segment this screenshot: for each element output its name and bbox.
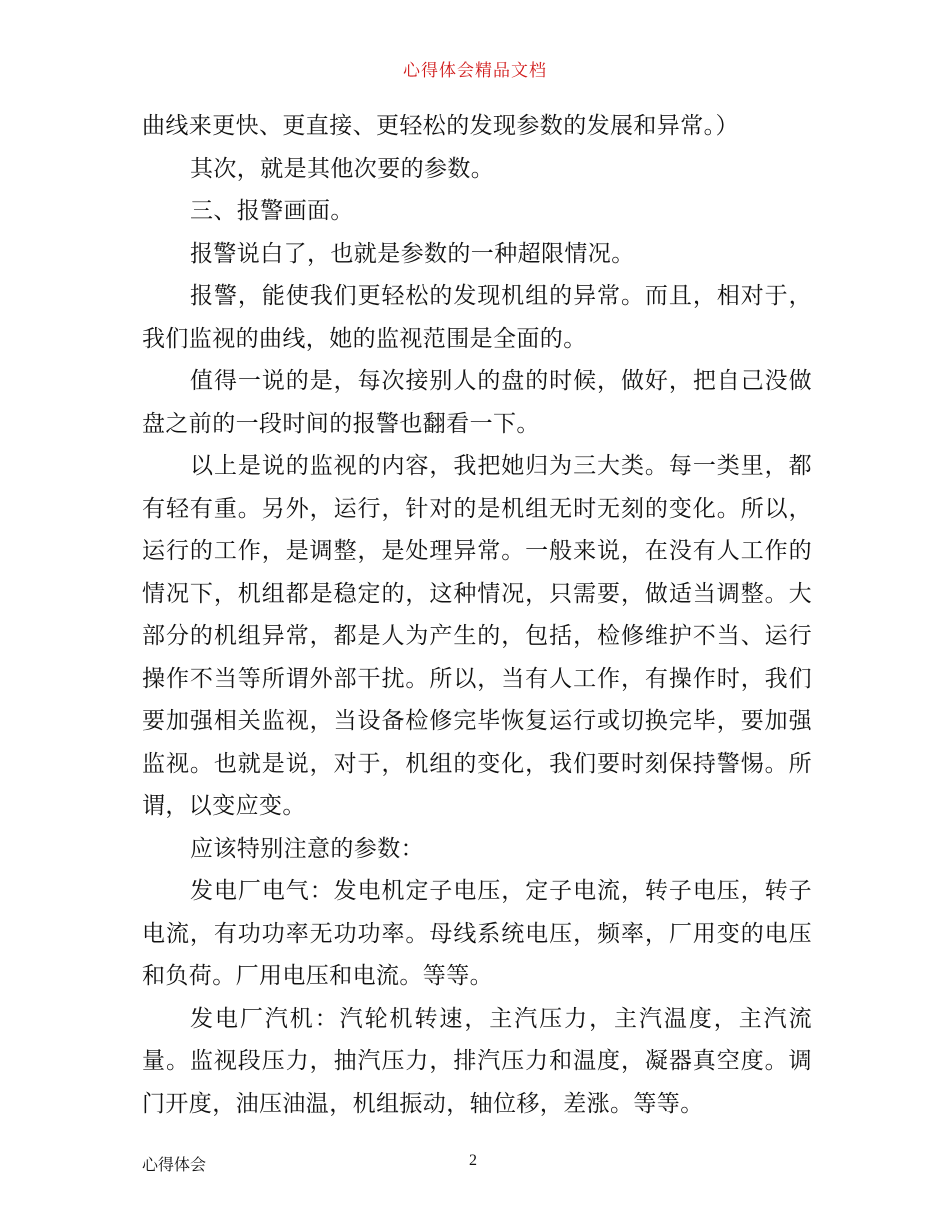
paragraph: 曲线来更快、更直接、更轻松的发现参数的发展和异常。） xyxy=(142,113,739,139)
paragraph: 应该特别注意的参数： xyxy=(190,835,424,862)
document-body xyxy=(142,105,812,1125)
paragraph: 值得一说的是，每次接别人的盘的时候，做好，把自己没做盘之前的一段时间的报警也翻看一下。 xyxy=(142,368,812,437)
paragraph: 以上是说的监视的内容，我把她归为三大类。每一类里，都有轻有重。另外，运行，针对的是机组无时无刻的变化。所以，运行的工作，是调整，是处理异常。一般来说，在没有人工作的情况下，机组都是稳定的，这种情况，只需要，做适当调整。大部分的机组异常，都是人为产生的，包括，检修维护不当、运行操作不当等所谓外部干扰。所以，当有人工作，有操作时，我们要加强相关监视，当设备检修完毕恢复运行或切换完毕，要加强监视。也就是说，对于，机组的变化，我们要时刻保持警惕。所谓，以变应变。 xyxy=(142,453,812,819)
paragraph: 报警，能使我们更轻松的发现机组的异常。而且，相对于，我们监视的曲线，她的监视范围是全面的。 xyxy=(142,283,812,352)
paragraph: 报警说白了，也就是参数的一种超限情况。 xyxy=(190,240,635,267)
section-heading: 三、报警画面。 xyxy=(190,198,354,224)
paragraph: 其次，就是其他次要的参数。 xyxy=(190,155,495,182)
paragraph: 发电厂汽机：汽轮机转速，主汽压力，主汽温度，主汽流量。监视段压力，抽汽压力，排汽压力和温度，凝器真空度。调门开度，油压油温，机组振动，轴位移，差涨。等等。 xyxy=(142,1005,812,1117)
page-number: 2 xyxy=(469,1152,477,1169)
paragraph: 发电厂电气：发电机定子电压，定子电流，转子电压，转子电流，有功功率无功功率。母线系统电压，频率，厂用变的电压和负荷。厂用电压和电流。等等。 xyxy=(142,878,812,989)
page-header-title: 心得体会精品文档 xyxy=(403,61,547,81)
footer-label: 心得体会 xyxy=(142,1155,207,1174)
